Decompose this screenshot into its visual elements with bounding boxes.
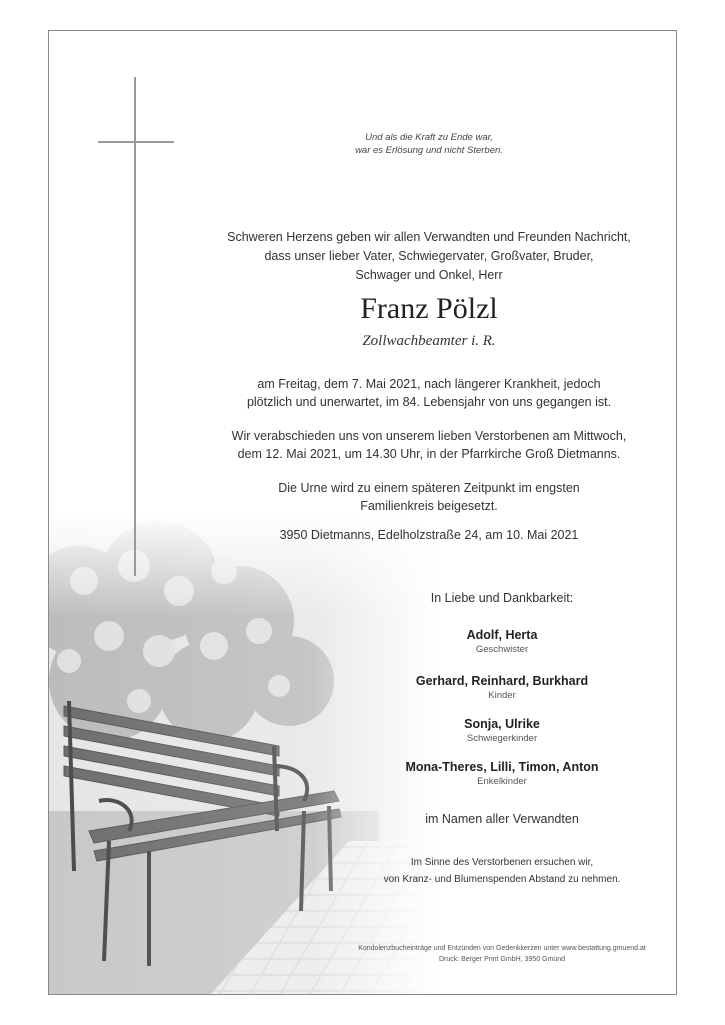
announcement-intro [189, 228, 669, 285]
mourner-relation: Schwiegerkinder [466, 733, 538, 744]
paragraph-line: am Freitag, dem 7. Mai 2021, nach längerer Krankheit, jedoch [257, 377, 601, 391]
urn-paragraph [189, 479, 669, 515]
mourner-group [319, 628, 677, 655]
intro-line: Schwager und Onkel, Herr [355, 268, 503, 282]
footer-line: Druck: Berger Print GmbH, 3950 Gmünd [438, 956, 566, 963]
deceased-name: Franz Pölzl [360, 292, 498, 325]
cross-horizontal-bar [98, 141, 174, 143]
closing-phrase: In Liebe und Dankbarkeit: [430, 591, 574, 605]
mourner-group [319, 674, 677, 701]
obituary-card [48, 30, 677, 995]
donation-request [319, 854, 677, 888]
print-footer [319, 943, 677, 965]
paragraph-line: Wir verabschieden uns von unserem lieben Verstorbenen am Mittwoch, [231, 429, 627, 443]
quote [229, 131, 629, 157]
mourner-relation: Geschwister [475, 644, 529, 655]
address-date: 3950 Dietmanns, Edelholzstraße 24, am 10. Mai 2021 [279, 528, 579, 542]
farewell-paragraph [189, 427, 669, 463]
mourner-names: Sonja, Ulrike [464, 717, 540, 731]
quote-line: war es Erlösung und nicht Sterben. [355, 145, 503, 156]
mourner-names: Gerhard, Reinhard, Burkhard [415, 674, 589, 688]
cross-vertical-bar [134, 77, 136, 576]
request-line: Im Sinne des Verstorbenen ersuchen wir, [410, 857, 594, 868]
mourner-relation: Kinder [488, 690, 516, 701]
paragraph-line: Familienkreis beigesetzt. [360, 499, 498, 513]
intro-line: Schweren Herzens geben wir allen Verwandten und Freunden Nachricht, [227, 230, 631, 244]
quote-line: Und als die Kraft zu Ende war, [365, 132, 493, 143]
bench-garden-photo [49, 511, 677, 995]
paragraph-line: Die Urne wird zu einem späteren Zeitpunkt im engsten [278, 481, 580, 495]
deceased-title: Zollwachbeamter i. R. [362, 333, 496, 349]
request-line: von Kranz- und Blumenspenden Abstand zu nehmen. [383, 874, 621, 885]
mourner-group [319, 760, 677, 787]
death-paragraph [189, 375, 669, 411]
paragraph-line: dem 12. Mai 2021, um 14.30 Uhr, in der Pfarrkirche Groß Dietmanns. [237, 447, 621, 461]
paragraph-line: plötzlich und unerwartet, im 84. Lebensjahr von uns gegangen ist. [246, 395, 612, 409]
mourner-names: Mona-Theres, Lilli, Timon, Anton [405, 760, 599, 774]
family-note: im Namen aller Verwandten [425, 812, 579, 826]
mourner-group [319, 717, 677, 744]
mourner-relation: Enkelkinder [477, 776, 527, 787]
intro-line: dass unser lieber Vater, Schwiegervater, Großvater, Bruder, [264, 249, 594, 263]
footer-line: Kondolenzbucheinträge und Entzünden von Gedenkkerzen unter www.bestattung.gmuend.at [358, 945, 646, 952]
mourner-names: Adolf, Herta [466, 628, 538, 642]
